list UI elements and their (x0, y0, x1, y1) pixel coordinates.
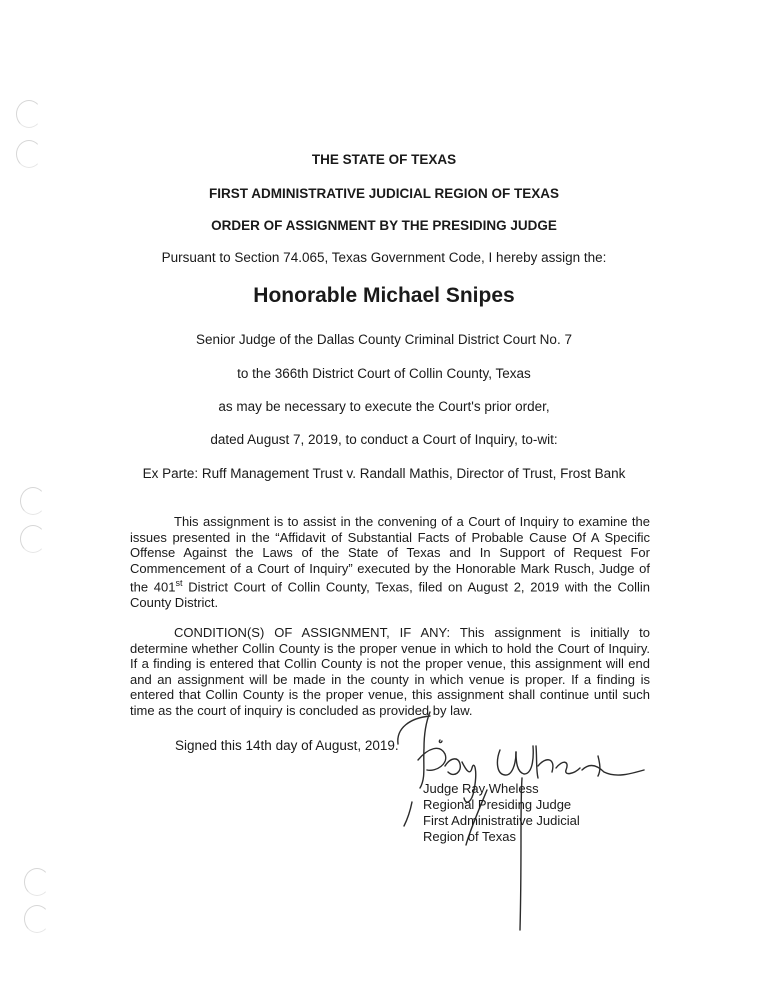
punch-hole-bottom-1 (24, 868, 50, 896)
header-state: THE STATE OF TEXAS (311, 152, 457, 167)
assignment-paragraph-text: This assignment is to assist in the convening of a Court of Inquiry to examine the issues presented in the “Affidavit of Substantial Facts of Probable Cause Of A Specific Offense Against the Laws of the State of Texas and In Support of Request For Commencement of a Court of Inquiry” executed by the Honorable Mark Rusch, Judge of the 401 (130, 514, 650, 595)
conditions-paragraph (130, 625, 650, 718)
header-region: FIRST ADMINISTRATIVE JUDICIAL REGION OF TEXAS (208, 186, 560, 201)
punch-hole-bottom-2 (24, 905, 50, 933)
assignment-paragraph (130, 514, 650, 610)
detail-purpose: as may be necessary to execute the Court's prior order, (218, 399, 550, 414)
detail-date: dated August 7, 2019, to conduct a Court of Inquiry, to-wit: (210, 432, 558, 447)
signature-block (423, 781, 580, 845)
conditions-heading: CONDITION(S) OF ASSIGNMENT, IF ANY: (174, 625, 451, 640)
punch-hole-top-1 (16, 100, 42, 128)
signer-name: Judge Ray Wheless (423, 781, 539, 796)
assignment-paragraph-text-end: District Court of Collin County, Texas, filed on August 2, 2019 with the Collin County District. (130, 579, 650, 610)
signer-title: Regional Presiding Judge (423, 797, 572, 812)
punch-hole-mid-1 (20, 487, 46, 515)
intro-line: Pursuant to Section 74.065, Texas Government Code, I hereby assign the: (161, 250, 607, 265)
signer-region-line2: Region of Texas (423, 829, 516, 844)
detail-senior-judge: Senior Judge of the Dallas County Criminal District Court No. 7 (196, 332, 572, 347)
ordinal-suffix: st (175, 578, 183, 588)
signed-date-line: Signed this 14th day of August, 2019. (175, 738, 399, 753)
case-caption: Ex Parte: Ruff Management Trust v. Randall Mathis, Director of Trust, Frost Bank (142, 466, 626, 481)
detail-court: to the 366th District Court of Collin County, Texas (237, 366, 531, 381)
header-order-title: ORDER OF ASSIGNMENT BY THE PRESIDING JUDGE (211, 218, 557, 233)
conditions-text: This assignment is initially to determine whether Collin County is the proper venue in which to hold the Court of Inquiry. If a finding is entered that Collin County is not the proper venue, this assignment will end and an assignment will be made in the county in which venue is proper. If a finding is entered that Collin County is the proper venue, this assignment shall continue until such time as the court of inquiry is concluded as provided by law. (130, 625, 651, 718)
punch-hole-mid-2 (20, 525, 46, 553)
judge-name: Honorable Michael Snipes (253, 284, 515, 307)
signer-region-line1: First Administrative Judicial (423, 813, 580, 828)
